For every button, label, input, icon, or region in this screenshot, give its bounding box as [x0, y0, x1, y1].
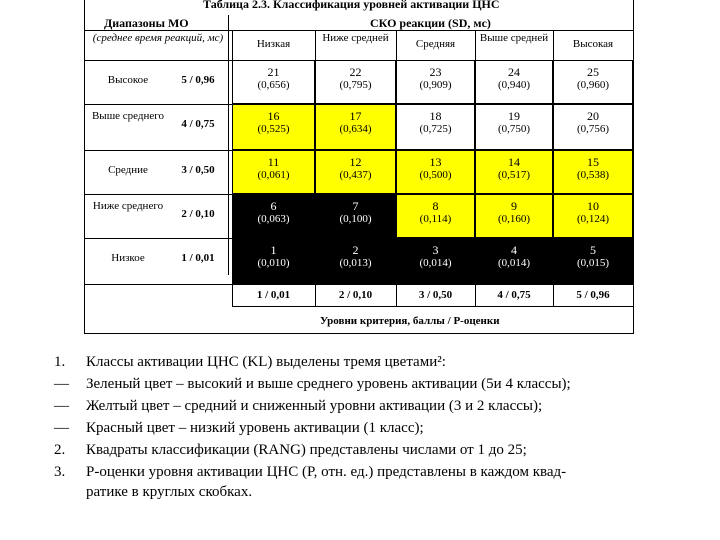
cell-p-estimate: (0,013): [339, 257, 372, 269]
class-cell: [232, 194, 315, 238]
cell-rank: 20: [587, 109, 599, 123]
class-cell: [396, 104, 475, 150]
cell-rank: 24: [508, 65, 520, 79]
note-text: Красный цвет – низкий уровень активации (1 класс);: [86, 420, 424, 436]
class-cell: [315, 238, 396, 284]
bottom-rule: [232, 306, 634, 307]
cell-rank: 7: [352, 199, 359, 213]
class-cell: [475, 150, 553, 194]
note-marker: 3.: [54, 464, 66, 480]
criteria-level-value: 1 / 0,01: [256, 289, 291, 301]
criteria-level-value: 2 / 0,10: [338, 289, 373, 301]
cell-rank: 13: [429, 155, 442, 169]
cell-p-estimate: (0,014): [419, 257, 452, 269]
cell-rank: 4: [511, 243, 517, 257]
row-label: Высокое: [107, 74, 149, 86]
class-cell: [553, 60, 633, 104]
note-text-continuation: ратике в круглых скобках.: [86, 484, 253, 500]
bottom-rule: [232, 284, 634, 285]
row-label: Средние: [108, 164, 148, 176]
cell-rank: 17: [349, 109, 362, 123]
column-divider: [553, 30, 554, 60]
mo-value: 2 / 0,10: [181, 208, 215, 220]
cell-p-estimate: (0,100): [339, 213, 372, 225]
cell-rank: 21: [267, 65, 280, 79]
criteria-level-value: 4 / 0,75: [497, 289, 531, 301]
cell-p-estimate: (0,725): [419, 123, 452, 135]
class-cell: [232, 238, 315, 284]
mo-value: 4 / 0,75: [181, 118, 215, 130]
mo-header-title: Диапазоны МО: [104, 16, 189, 30]
note-text: Желтый цвет – средний и сниженный уровни активации (3 и 2 классы);: [86, 398, 543, 414]
cell-p-estimate: (0,750): [497, 123, 531, 135]
cell-p-estimate: (0,114): [419, 213, 452, 225]
cell-p-estimate: (0,160): [497, 213, 531, 225]
note-marker: 2.: [54, 442, 66, 458]
bottom-divider: [396, 284, 397, 306]
cell-p-estimate: (0,010): [257, 257, 290, 269]
row-label: Низкое: [111, 252, 145, 264]
class-cell: [553, 104, 633, 150]
note-text: Классы активации ЦНС (KL) выделены тремя цветами²:: [86, 354, 446, 370]
mo-value: 3 / 0,50: [181, 164, 215, 176]
class-cell: [315, 104, 396, 150]
cell-p-estimate: (0,795): [339, 79, 372, 91]
class-cell: [553, 150, 633, 194]
criteria-level-value: 3 / 0,50: [418, 289, 453, 301]
column-header: Низкая: [256, 38, 291, 50]
cell-p-estimate: (0,014): [497, 257, 531, 269]
bottom-divider: [633, 284, 634, 306]
class-cell: [232, 150, 315, 194]
note-text: Зеленый цвет – высокий и выше среднего уровень активации (5и 4 классы);: [86, 376, 571, 392]
class-cell: [396, 238, 475, 284]
cell-rank: 6: [270, 199, 277, 213]
cell-rank: 11: [267, 155, 280, 169]
note-text: Квадраты классификации (RANG) представлены числами от 1 до 25;: [86, 442, 527, 458]
cell-p-estimate: (0,500): [419, 169, 452, 181]
cell-rank: 22: [349, 65, 362, 79]
cell-rank: 18: [429, 109, 442, 123]
column-header: Ниже средней: [322, 32, 389, 44]
cell-rank: 9: [511, 199, 517, 213]
class-cell: [475, 60, 553, 104]
cell-rank: 12: [349, 155, 362, 169]
class-cell: [396, 194, 475, 238]
cell-p-estimate: (0,940): [497, 79, 531, 91]
class-cell: [315, 60, 396, 104]
column-divider: [315, 30, 316, 60]
column-divider: [232, 30, 233, 60]
cell-rank: 1: [270, 243, 277, 257]
cell-rank: 25: [587, 65, 599, 79]
cell-rank: 14: [508, 155, 520, 169]
cell-p-estimate: (0,061): [257, 169, 290, 181]
cell-rank: 2: [352, 243, 359, 257]
bottom-divider: [475, 284, 476, 306]
bottom-divider: [553, 284, 554, 306]
row-divider: [84, 194, 232, 195]
class-cell: [315, 194, 396, 238]
cell-p-estimate: (0,437): [339, 169, 372, 181]
table-caption: Таблица 2.3. Классификация уровней активации ЦНС: [203, 0, 500, 11]
column-header: Высокая: [572, 38, 614, 50]
cell-p-estimate: (0,960): [576, 79, 610, 91]
column-divider: [228, 15, 229, 275]
class-cell: [475, 238, 553, 284]
column-header: Выше средней: [479, 32, 549, 44]
class-cell: [232, 104, 315, 150]
cell-p-estimate: (0,634): [339, 123, 372, 135]
cell-rank: 16: [267, 109, 280, 123]
column-divider: [475, 30, 476, 60]
note-marker: —: [54, 398, 69, 414]
class-cell: [232, 60, 315, 104]
class-cell: [475, 104, 553, 150]
row-divider: [84, 150, 232, 151]
cell-rank: 23: [429, 65, 442, 79]
row-divider: [84, 238, 232, 239]
mo-value: 1 / 0,01: [181, 252, 215, 264]
cell-p-estimate: (0,525): [257, 123, 290, 135]
cell-p-estimate: (0,015): [576, 257, 610, 269]
cell-rank: 19: [508, 109, 520, 123]
cell-p-estimate: (0,909): [419, 79, 452, 91]
criteria-level-value: 5 / 0,96: [576, 289, 610, 301]
row-label: Ниже среднего: [92, 200, 164, 212]
bottom-divider: [315, 284, 316, 306]
cell-p-estimate: (0,124): [576, 213, 610, 225]
row-label: Выше среднего: [91, 110, 165, 122]
mo-header-subtitle: (среднее время реакций, мс): [92, 32, 224, 44]
note-marker: —: [54, 376, 69, 392]
cell-p-estimate: (0,538): [576, 169, 610, 181]
class-cell: [553, 194, 633, 238]
cell-rank: 5: [590, 243, 596, 257]
bottom-divider: [232, 284, 233, 306]
column-divider: [396, 30, 397, 60]
criteria-footer-label: Уровни критерия, баллы / Р-оценки: [320, 315, 500, 327]
cell-p-estimate: (0,656): [257, 79, 290, 91]
class-cell: [475, 194, 553, 238]
cell-p-estimate: (0,517): [497, 169, 531, 181]
note-text: Р-оценки уровня активации ЦНС (P, отн. ед.) представлены в каждом квад-: [86, 464, 567, 480]
cell-rank: 8: [432, 199, 439, 213]
cell-rank: 10: [587, 199, 599, 213]
cell-rank: 15: [587, 155, 599, 169]
note-marker: 1.: [54, 354, 66, 370]
mo-value: 5 / 0,96: [181, 74, 215, 86]
class-cell: [553, 238, 633, 284]
sko-header-title: СКО реакции (SD, мс): [370, 16, 491, 30]
cell-p-estimate: (0,756): [576, 123, 610, 135]
row-divider: [84, 284, 232, 285]
class-cell: [315, 150, 396, 194]
cell-p-estimate: (0,063): [257, 213, 290, 225]
note-marker: —: [54, 420, 69, 436]
cell-rank: 3: [432, 243, 439, 257]
class-cell: [396, 150, 475, 194]
header-rule: [84, 30, 634, 31]
column-header: Средняя: [415, 38, 456, 50]
class-cell: [396, 60, 475, 104]
row-divider: [84, 104, 232, 105]
